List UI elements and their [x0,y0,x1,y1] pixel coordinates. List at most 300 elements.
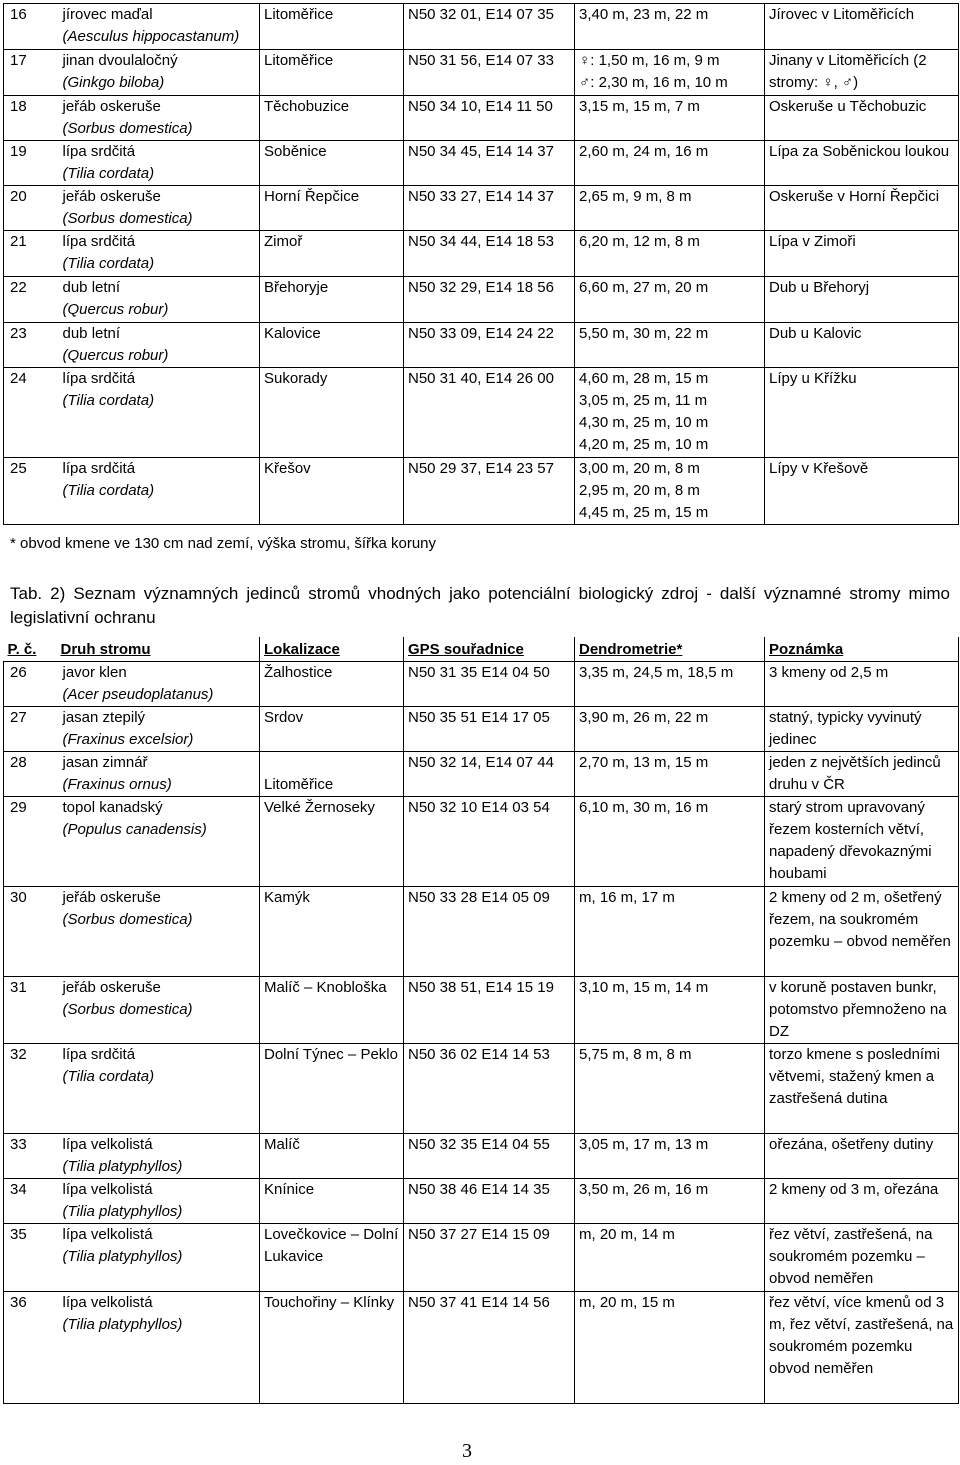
dendrometry-value: 3,90 m, 26 m, 22 m [579,708,709,726]
species-cell [57,277,260,323]
header-name: Druh stromu [57,637,260,661]
dendrometry-cell [575,1291,765,1403]
note-cell [765,1043,959,1133]
note-cell [765,886,959,976]
location-text: Křešov [264,460,311,477]
trees-table-continued [3,3,959,525]
row-number [4,231,57,277]
species-name: lípa velkolistá [62,1135,153,1153]
species-name: dub letní [62,279,121,296]
location-cell [260,323,404,368]
row-number [4,323,57,368]
species-cell [57,458,260,525]
species-cell [57,368,260,458]
row-number-text: 26 [10,663,27,681]
note-text: 2 kmeny od 2 m, ošetřený řezem, na soukromém pozemku – obvod neměřen [769,888,951,950]
table-row [4,976,959,1043]
gps-text: N50 38 46 E14 14 35 [408,1180,550,1198]
table-row [4,50,959,96]
gps-cell [404,1291,575,1403]
table-row [4,1223,959,1291]
table-row [4,141,959,186]
dendrometry-cell [575,1133,765,1178]
species-name: topol kanadský [62,798,163,816]
note-text: Oskeruše u Těchobuzic [769,98,927,115]
note-text: Dub u Kalovic [769,325,862,342]
species-name: dub letní [62,325,121,342]
dendrometry-cell [575,706,765,751]
note-text: Lípy u Křížku [769,370,857,387]
row-number [4,96,57,141]
species-name: lípa velkolistá [62,1293,153,1311]
species-latin: (Tilia platyphyllos) [62,1315,183,1333]
note-text: torzo kmene s posledními větvemi, stažený kmen a zastřešená dutina [769,1045,940,1107]
dendrometry-value: m, 16 m, 17 m [579,888,675,906]
location-cell [260,1178,404,1223]
species-latin: (Tilia cordata) [62,1067,155,1085]
note-cell [765,368,959,458]
location-text: Lovečkovice – Dolní Lukavice [264,1225,399,1265]
dendrometry-value: 3,35 m, 24,5 m, 18,5 m [579,663,734,681]
gps-cell [404,4,575,50]
location-cell [260,186,404,231]
location-cell [260,976,404,1043]
dendrometry-value: 5,50 m, 30 m, 22 m [579,325,709,342]
species-cell [57,796,260,886]
dendrometry-cell [575,1178,765,1223]
location-text: Malíč – Knobloška [264,978,387,996]
species-cell [57,1223,260,1291]
row-number [4,1133,57,1178]
location-text: Žalhostice [264,663,333,681]
dendrometry-value: 3,05 m, 17 m, 13 m [579,1135,709,1153]
dendrometry-value: 5,75 m, 8 m, 8 m [579,1045,692,1063]
row-number-text: 25 [10,460,27,477]
header-note: Poznámka [765,637,959,661]
row-number [4,186,57,231]
species-cell [57,141,260,186]
note-text: 2 kmeny od 3 m, ořezána [769,1180,939,1198]
table-row [4,186,959,231]
row-number [4,1043,57,1133]
dendrometry-value: 3,50 m, 26 m, 16 m [579,1180,709,1198]
dendrometry-cell [575,50,765,96]
gps-cell [404,886,575,976]
row-number-text: 24 [10,370,27,387]
gps-text: N50 31 35 E14 04 50 [408,663,550,681]
location-text: Břehoryje [264,279,329,296]
location-text: Litoměřice [264,6,334,23]
location-cell [260,50,404,96]
dendrometry-cell [575,323,765,368]
header-num: P. č. [7,640,37,658]
species-cell [57,1133,260,1178]
species-latin: (Sorbus domestica) [62,1000,193,1018]
dendrometry-cell [575,186,765,231]
row-number [4,277,57,323]
gps-text: N50 35 51 E14 17 05 [408,708,550,726]
dendrometry-cell [575,231,765,277]
row-number-text: 27 [10,708,27,726]
species-name: lípa srdčitá [62,460,136,477]
row-number-text: 30 [10,888,27,906]
row-number [4,141,57,186]
location-text: Těchobuzice [264,98,350,115]
table-row [4,706,959,751]
row-number [4,751,57,796]
species-name: lípa velkolistá [62,1180,153,1198]
note-cell [765,706,959,751]
row-number [4,368,57,458]
row-number-text: 21 [10,233,27,250]
table-row [4,1291,959,1403]
species-latin: (Quercus robur) [62,347,169,364]
location-text: Velké Žernoseky [264,798,375,816]
row-number [4,458,57,525]
gps-text: N50 31 56, E14 07 33 [408,52,554,69]
row-number-text: 33 [10,1135,27,1153]
gps-cell [404,277,575,323]
location-text: Horní Řepčice [264,188,360,205]
table-row [4,96,959,141]
dendrometry-cell [575,4,765,50]
gps-cell [404,458,575,525]
dendrometry-cell [575,1223,765,1291]
species-latin: (Tilia platyphyllos) [62,1202,183,1220]
location-cell [260,458,404,525]
species-name: lípa srdčitá [62,143,136,160]
note-text: jeden z největších jedinců druhu v ČR [769,753,941,793]
species-latin: (Tilia cordata) [62,255,155,272]
dendrometry-value: m, 20 m, 14 m [579,1225,675,1243]
species-cell [57,706,260,751]
note-cell [765,976,959,1043]
row-number-text: 31 [10,978,27,996]
dendrometry-cell [575,886,765,976]
row-number [4,4,57,50]
species-name: jasan ztepilý [62,708,146,726]
species-latin: (Tilia cordata) [62,165,155,182]
gps-text: N50 33 28 E14 05 09 [408,888,550,906]
row-number-text: 18 [10,98,27,115]
note-cell [765,96,959,141]
note-cell [765,277,959,323]
gps-cell [404,368,575,458]
caption-prefix: Tab. 2) [10,584,66,603]
gps-text: N50 34 10, E14 11 50 [408,98,553,115]
location-cell [260,231,404,277]
header-location: Lokalizace [260,637,404,661]
species-latin: (Tilia platyphyllos) [62,1247,183,1265]
location-cell [260,96,404,141]
row-number [4,1223,57,1291]
caption-text: Seznam významných jedinců stromů vhodných jako potenciální biologický zdroj - další významné stromy mimo legislativní ochranu [10,584,950,627]
location-text: Kalovice [264,325,321,342]
note-text: řez větví, více kmenů od 3 m, řez větví, zastřešená, na soukromém pozemku obvod neměřen [769,1293,954,1377]
species-cell [57,1043,260,1133]
gps-cell [404,661,575,706]
species-cell [57,186,260,231]
note-text: řez větví, zastřešená, na soukromém pozemku – obvod neměřen [769,1225,933,1287]
location-cell [260,141,404,186]
significant-trees-table [3,637,959,1404]
gps-cell [404,976,575,1043]
location-text: Soběnice [264,143,327,160]
row-number-text: 32 [10,1045,27,1063]
location-cell [260,368,404,458]
species-latin: (Tilia cordata) [62,392,155,409]
note-text: 3 kmeny od 2,5 m [769,663,889,681]
table-row [4,231,959,277]
table-row [4,323,959,368]
species-latin: (Fraxinus ornus) [62,775,172,793]
location-cell [260,1291,404,1403]
gps-cell [404,50,575,96]
location-text: Dolní Týnec – Peklo [264,1045,398,1063]
row-number-text: 36 [10,1293,27,1311]
dendrometry-cell [575,368,765,458]
row-number [4,886,57,976]
location-text: Zimoř [264,233,303,250]
gps-cell [404,706,575,751]
note-text: statný, typicky vyvinutý jedinec [769,708,922,748]
species-cell [57,661,260,706]
gps-text: N50 37 41 E14 14 56 [408,1293,550,1311]
row-number-text: 23 [10,325,27,342]
note-text: Lípy v Křešově [769,460,869,477]
gps-text: N50 32 10 E14 03 54 [408,798,550,816]
gps-cell [404,1133,575,1178]
dendrometry-value: 3,00 m, 20 m, 8 m [579,460,700,477]
species-name: lípa srdčitá [62,370,136,387]
note-cell [765,796,959,886]
note-cell [765,4,959,50]
species-name: jasan zimnář [62,753,148,771]
location-text: Knínice [264,1180,315,1198]
dendrometry-value: 3,05 m, 25 m, 11 m [579,392,708,409]
note-cell [765,458,959,525]
note-cell [765,1178,959,1223]
table-row [4,796,959,886]
note-cell [765,661,959,706]
dendrometry-value: 2,95 m, 20 m, 8 m [579,482,700,499]
species-name: jírovec maďal [62,6,153,23]
note-cell [765,50,959,96]
species-latin: (Sorbus domestica) [62,120,193,137]
row-number [4,706,57,751]
location-cell [260,886,404,976]
dendrometry-value: m, 20 m, 15 m [579,1293,675,1311]
gps-cell [404,751,575,796]
table-row [4,661,959,706]
note-text: Jírovec v Litoměřicích [769,6,915,23]
table-row [4,458,959,525]
location-text: Sukorady [264,370,328,387]
gps-text: N50 34 44, E14 18 53 [408,233,554,250]
table-row [4,751,959,796]
note-text: v koruně postaven bunkr, potomstvo přemnoženo na DZ [769,978,947,1040]
location-cell [260,706,404,751]
dendrometry-value: 3,40 m, 23 m, 22 m [579,6,709,23]
species-cell [57,231,260,277]
location-text: Litoměřice [264,775,334,793]
note-cell [765,1133,959,1178]
species-latin: (Sorbus domestica) [62,210,193,227]
dendrometry-value: 2,70 m, 13 m, 15 m [579,753,709,771]
note-text: Lípa za Soběnickou loukou [769,143,950,160]
location-cell [260,796,404,886]
dendrometry-cell [575,458,765,525]
table-caption [10,582,950,630]
table-row [4,1043,959,1133]
location-cell [260,4,404,50]
species-cell [57,976,260,1043]
dendrometry-value: 3,10 m, 15 m, 14 m [579,978,709,996]
gps-text: N50 33 27, E14 14 37 [408,188,554,205]
dendrometry-cell [575,751,765,796]
gps-cell [404,1223,575,1291]
row-number [4,1178,57,1223]
note-text: Lípa v Zimoři [769,233,856,250]
species-cell [57,1291,260,1403]
gps-cell [404,1043,575,1133]
species-latin: (Tilia cordata) [62,482,155,499]
gps-text: N50 32 35 E14 04 55 [408,1135,550,1153]
gps-text: N50 32 14, E14 07 44 [408,753,554,771]
table-row [4,886,959,976]
dendrometry-value: ♂: 2,30 m, 16 m, 10 m [579,74,728,91]
table-row [4,277,959,323]
table-row [4,4,959,50]
species-latin: (Fraxinus excelsior) [62,730,194,748]
dendrometry-cell [575,96,765,141]
dendrometry-value: 3,15 m, 15 m, 7 m [579,98,700,115]
note-cell [765,751,959,796]
row-number [4,1291,57,1403]
note-cell [765,1223,959,1291]
species-cell [57,50,260,96]
species-cell [57,886,260,976]
dendrometry-cell [575,277,765,323]
dendrometry-cell [575,1043,765,1133]
species-name: jeřáb oskeruše [62,98,161,115]
gps-cell [404,231,575,277]
row-number-text: 22 [10,279,27,296]
gps-cell [404,96,575,141]
gps-cell [404,1178,575,1223]
location-text: Litoměřice [264,52,334,69]
gps-text: N50 32 01, E14 07 35 [408,6,554,23]
row-number [4,976,57,1043]
location-cell [260,751,404,796]
species-latin: (Quercus robur) [62,301,169,318]
dendrometry-value: ♀: 1,50 m, 16 m, 9 m [579,52,720,69]
table-row [4,1178,959,1223]
location-text: Touchořiny – Klínky [264,1293,395,1311]
note-cell [765,231,959,277]
species-name: lípa srdčitá [62,233,136,250]
page-number: 3 [462,1440,472,1462]
species-latin: (Tilia platyphyllos) [62,1157,183,1175]
dendrometry-value: 2,65 m, 9 m, 8 m [579,188,692,205]
species-latin: (Sorbus domestica) [62,910,193,928]
note-text: ořezána, ošetřeny dutiny [769,1135,934,1153]
row-number-text: 34 [10,1180,27,1198]
dendrometry-cell [575,661,765,706]
header-dendrometry: Dendrometrie* [575,637,765,661]
note-cell [765,323,959,368]
location-text: Kamýk [264,888,310,906]
footnote: * obvod kmene ve 130 cm nad zemí, výška stromu, šířka koruny [10,535,437,552]
species-name: jinan dvoulaločný [62,52,178,69]
row-number [4,661,57,706]
species-cell [57,751,260,796]
gps-cell [404,323,575,368]
species-name: jeřáb oskeruše [62,888,161,906]
note-cell [765,141,959,186]
row-number-text: 20 [10,188,27,205]
note-cell [765,186,959,231]
location-cell [260,277,404,323]
row-number [4,796,57,886]
row-number [4,50,57,96]
species-name: jeřáb oskeruše [62,188,161,205]
row-number-text: 29 [10,798,27,816]
dendrometry-value: 6,20 m, 12 m, 8 m [579,233,700,250]
species-latin: (Ginkgo biloba) [62,74,165,91]
gps-cell [404,796,575,886]
species-name: jeřáb oskeruše [62,978,161,996]
dendrometry-value: 4,30 m, 25 m, 10 m [579,414,709,431]
species-cell [57,323,260,368]
location-cell [260,661,404,706]
row-number-text: 16 [10,6,27,23]
dendrometry-value: 4,60 m, 28 m, 15 m [579,370,709,387]
gps-cell [404,141,575,186]
table-header-row [4,637,959,661]
dendrometry-value: 6,10 m, 30 m, 16 m [579,798,709,816]
dendrometry-cell [575,796,765,886]
row-number-text: 35 [10,1225,27,1243]
note-text: Jinany v Litoměřicích (2 stromy: ♀, ♂) [769,52,927,91]
location-text: Srdov [264,708,304,726]
gps-text: N50 37 27 E14 15 09 [408,1225,550,1243]
table-row [4,1133,959,1178]
note-text: Oskeruše v Horní Řepčici [769,188,940,205]
dendrometry-cell [575,141,765,186]
gps-text: N50 33 09, E14 24 22 [408,325,554,342]
species-latin: (Aesculus hippocastanum) [62,28,240,45]
header-gps: GPS souřadnice [404,637,575,661]
species-cell [57,1178,260,1223]
dendrometry-value: 6,60 m, 27 m, 20 m [579,279,709,296]
location-cell [260,1133,404,1178]
row-number-text: 17 [10,52,27,69]
species-latin: (Populus canadensis) [62,820,207,838]
dendrometry-value: 2,60 m, 24 m, 16 m [579,143,709,160]
row-number-text: 28 [10,753,27,771]
species-cell [57,96,260,141]
dendrometry-value: 4,45 m, 25 m, 15 m [579,504,709,521]
location-cell [260,1043,404,1133]
note-text: starý strom upravovaný řezem kosterních větví, napadený dřevokaznými houbami [769,798,932,882]
species-name: javor klen [62,663,127,681]
species-name: lípa srdčitá [62,1045,136,1063]
location-text: Malíč [264,1135,300,1153]
species-latin: (Acer pseudoplatanus) [62,685,214,703]
gps-cell [404,186,575,231]
table-row [4,368,959,458]
